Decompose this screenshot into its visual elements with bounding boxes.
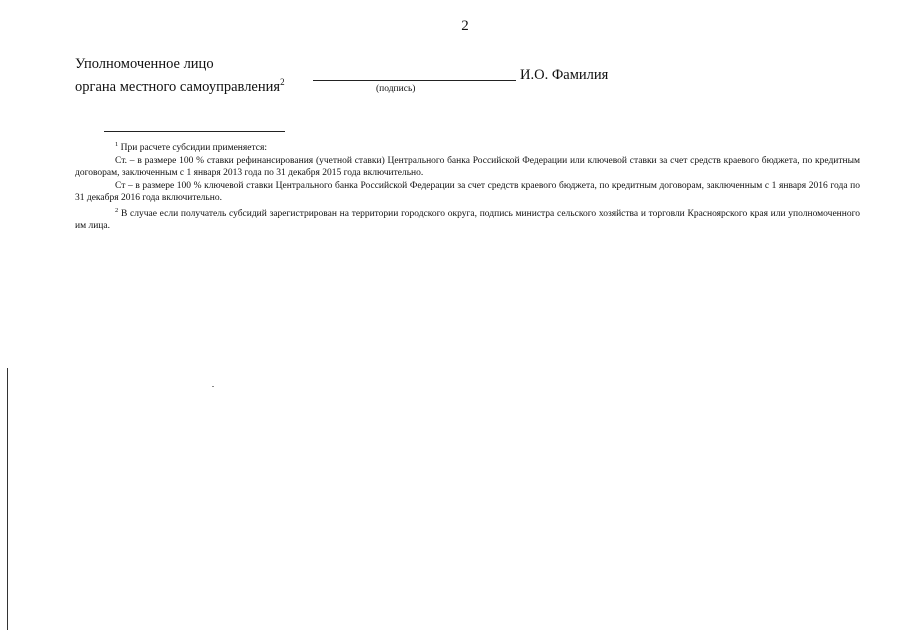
official-title-text: органа местного самоуправления <box>75 79 281 95</box>
footnotes <box>75 139 860 233</box>
footnote-1-item-a <box>75 155 860 180</box>
footnote-1-item-b <box>75 180 860 205</box>
footnote-text: При расчете субсидии применяется: <box>120 143 267 153</box>
footnote-text: В случае если получатель субсидий зарегистрирован на территории городского округа, подпись министра сельского хозяйства и торговли Красноярского края или уполномоченного им лица. <box>75 208 860 231</box>
authorized-official-block <box>75 55 285 96</box>
signature-caption: (подпись) <box>376 84 416 94</box>
footnote-ref: 2 <box>280 77 285 87</box>
footnote-text: Ст. – в размере 100 % ставки рефинансирования (учетной ставки) Центрального банка Российской Федерации или ключевой ставки за счет средств краевого бюджета, по кредитным договорам, заключенным с 1 января 2013 года по 31 декабря 2015 года включительно. <box>75 155 860 178</box>
page-number: 2 <box>461 18 469 34</box>
footnote-2 <box>75 205 860 233</box>
signature-line <box>313 80 516 81</box>
official-title-line-2 <box>75 73 285 96</box>
footnote-text: Ст – в размере 100 % ключевой ставки Центрального банка Российской Федерации за счет средств краевого бюджета, по кредитным договорам, заключенным с 1 января 2016 года по 31 декабря 2016 года включительно. <box>75 180 860 203</box>
scan-edge-line <box>7 368 8 630</box>
footnote-mark: 1 <box>115 141 119 148</box>
official-title-line-1: Уполномоченное лицо <box>75 56 214 72</box>
footnote-1 <box>75 139 860 155</box>
scan-speck <box>212 386 214 387</box>
footnote-mark: 2 <box>115 206 119 214</box>
official-name: И.О. Фамилия <box>520 67 609 83</box>
footnote-separator <box>104 131 285 132</box>
